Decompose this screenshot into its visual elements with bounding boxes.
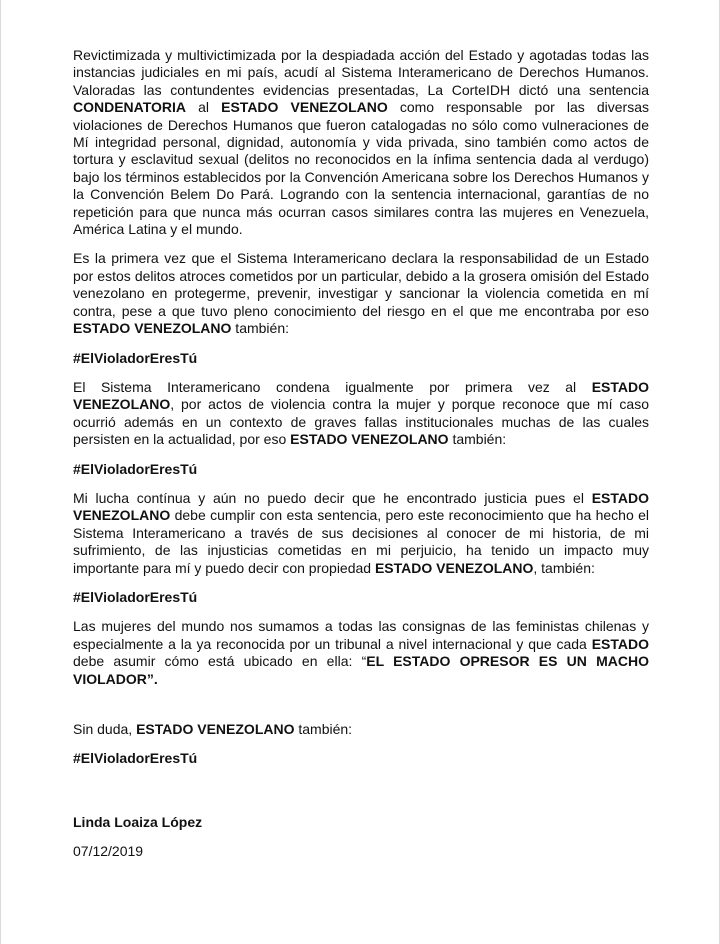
hashtag-3: #ElVioladorEresTú [73, 588, 198, 605]
paragraph-6 [73, 721, 649, 738]
p1-text-1: Revictimizada y multivictimizada por la despiadada acción del Estado y agotadas todas las instancias judiciales en mi país, acudí al Sistema Interamericano de Derechos Humanos. Valoradas las contundentes evidencias presentadas, La CorteIDH dictó una sentencia [73, 47, 649, 98]
p4-text-2: debe cumplir con esta sentencia, pero este reconocimiento que ha hecho el Sistema Interamericano a través de sus decisiones al conocer de mi historia, de mi sufrimiento, de las injusticias cometidas en mi perjuicio, ha tenido un impacto muy importante para mí y puedo decir con propiedad [73, 507, 649, 576]
paragraph-5 [73, 618, 649, 688]
p2-text-1: Es la primera vez que el Sistema Interamericano declara la responsabilidad de un Estado por estos delitos atroces cometidos por un particular, debido a la grosera omisión del Estado venezolano en protegerme, prevenir, investigar y sancionar la violencia cometida en mí contra, pese a que tuvo pleno conocimiento del riesgo en el que me encontraba por eso [73, 250, 649, 319]
p5-text-2: debe asumir cómo está ubicado en ella: “ [73, 653, 367, 670]
p5-bold-2: EL ESTADO OPRESOR ES UN MACHO VIOLADOR”. [73, 653, 649, 687]
spacer-2 [73, 780, 649, 814]
hashtag-4: #ElVioladorEresTú [73, 750, 198, 767]
paragraph-3 [73, 379, 649, 449]
p1-text-2: al [186, 99, 222, 116]
hashtag-2: #ElVioladorEresTú [73, 460, 198, 477]
p5-text-1: Las mujeres del mundo nos sumamos a todas las consignas de las feministas chilenas y especialmente a la ya reconocida por un tribunal a nivel internacional y que cada [73, 618, 649, 652]
p1-text-3: como responsable por las diversas violaciones de Derechos Humanos que fueron catalogadas no sólo como vulneraciones de Mí integridad personal, dignidad, autonomía y vida privada, sino también como actos de tortura y esclavitud sexual (delitos no reconocidos en la ínfima sentencia dada al verdugo) bajo los términos establecidos por la Convención Americana sobre los Derechos Humanos y la Convención Belem Do Pará. Logrando con la sentencia internacional, garantías de no repetición para que nunca más ocurran casos similares contra las mujeres en Venezuela, América Latina y el mundo. [73, 99, 649, 238]
p1-bold-1: CONDENATORIA [73, 99, 187, 116]
p4-bold-2: ESTADO VENEZOLANO [374, 559, 534, 576]
p4-text-1: Mi lucha contínua y aún no puedo decir que he encontrado justicia pues el [73, 489, 592, 506]
document-body [73, 47, 649, 873]
p2-bold-1: ESTADO VENEZOLANO [73, 320, 232, 337]
p1-bold-2: ESTADO VENEZOLANO [221, 99, 388, 116]
p3-bold-2: ESTADO VENEZOLANO [290, 431, 449, 448]
p6-text-2: también: [294, 721, 353, 737]
p3-text-3: también: [448, 431, 507, 448]
paragraph-1 [73, 47, 649, 238]
spacer-1 [73, 700, 649, 721]
p5-bold-1: ESTADO [591, 635, 649, 652]
p3-text-1: El Sistema Interamericano condena igualmente por primera vez al [73, 378, 592, 395]
signature-name: Linda Loaiza López [73, 813, 203, 830]
paragraph-4 [73, 490, 649, 577]
p6-text-1: Sin duda, [73, 721, 137, 737]
paragraph-2 [73, 250, 649, 337]
p2-text-2: también: [231, 320, 290, 337]
p3-bold-1: ESTADO VENEZOLANO [73, 378, 649, 413]
p4-text-3: , también: [533, 559, 595, 576]
signature-date: 07/12/2019 [73, 843, 144, 860]
p4-bold-1: ESTADO VENEZOLANO [73, 489, 649, 524]
p3-text-2: , por actos de violencia contra la mujer y porque reconoce que mí caso ocurrió además en un contexto de graves fallas institucionales muchas de las cuales persisten en la actualidad, por eso [73, 396, 649, 448]
p6-bold-1: ESTADO VENEZOLANO [136, 721, 295, 737]
hashtag-1: #ElVioladorEresTú [73, 349, 198, 366]
